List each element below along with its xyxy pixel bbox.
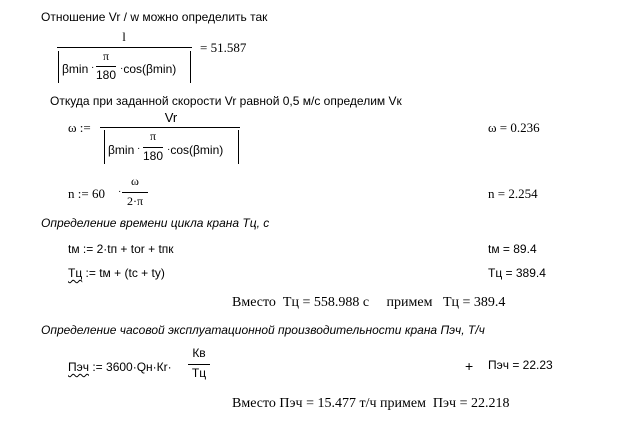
omega-pi: π: [149, 129, 157, 143]
ratio-heading: Отношение Vr / w можно определить так: [41, 10, 268, 24]
omega-result: ω = 0.236: [488, 120, 540, 135]
p-result: Пэч = 22.23: [488, 358, 553, 372]
cycle-note: Вместо Тц = 558.988 с примем Тц = 389.4: [232, 295, 506, 310]
n-lhs: n := 60: [68, 186, 105, 201]
ratio-numerator: l: [122, 29, 126, 44]
n-num: ω: [131, 174, 139, 188]
ratio-result: = 51.587: [200, 40, 247, 55]
omega-cos: ·cos(βmin): [167, 143, 224, 157]
omega-lhs: ω :=: [68, 120, 91, 135]
n-den: 2·π: [126, 194, 144, 208]
omega-deg: 180: [142, 149, 164, 163]
tc-result: Тц = 389.4: [488, 266, 546, 280]
tm-result: tм = 89.4: [488, 242, 537, 256]
speed-heading: Откуда при заданной скорости Vr равной 0,5 м/с определим Vк: [50, 94, 402, 108]
p-expression: Пэч := 3600·Qн·Кr·: [68, 360, 172, 374]
omega-beta: βmin: [108, 143, 135, 157]
ratio-abs-left: [58, 51, 59, 83]
p-lhs: Пэч: [68, 360, 89, 374]
productivity-heading: Определение часовой эксплуатационной производительности крана Пэч, Т/ч: [41, 323, 485, 337]
omega-numerator: Vr: [164, 110, 178, 125]
ratio-pi: π: [102, 49, 110, 63]
p-num: Кв: [192, 346, 206, 360]
p-den: Тц: [191, 366, 207, 380]
ratio-deg: 180: [95, 68, 117, 82]
tc-expression: Тц := tм + (tc + ty): [68, 266, 165, 280]
ratio-cos: ·cos(βmin): [120, 62, 177, 76]
tc-lhs: Тц: [68, 266, 83, 280]
cycle-heading: Определение времени цикла крана Тц, с: [41, 216, 270, 230]
ratio-abs-right: [190, 51, 191, 83]
productivity-note: Вместо Пэч = 15.477 т/ч примем Пэч = 22.218: [232, 396, 510, 411]
n-result: n = 2.254: [488, 186, 538, 201]
p-plus: +: [465, 358, 474, 374]
ratio-fraction-line: [57, 47, 192, 48]
tm-expression: tм := 2·tп + tor + tпк: [68, 242, 174, 256]
ratio-beta: βmin: [62, 62, 89, 76]
